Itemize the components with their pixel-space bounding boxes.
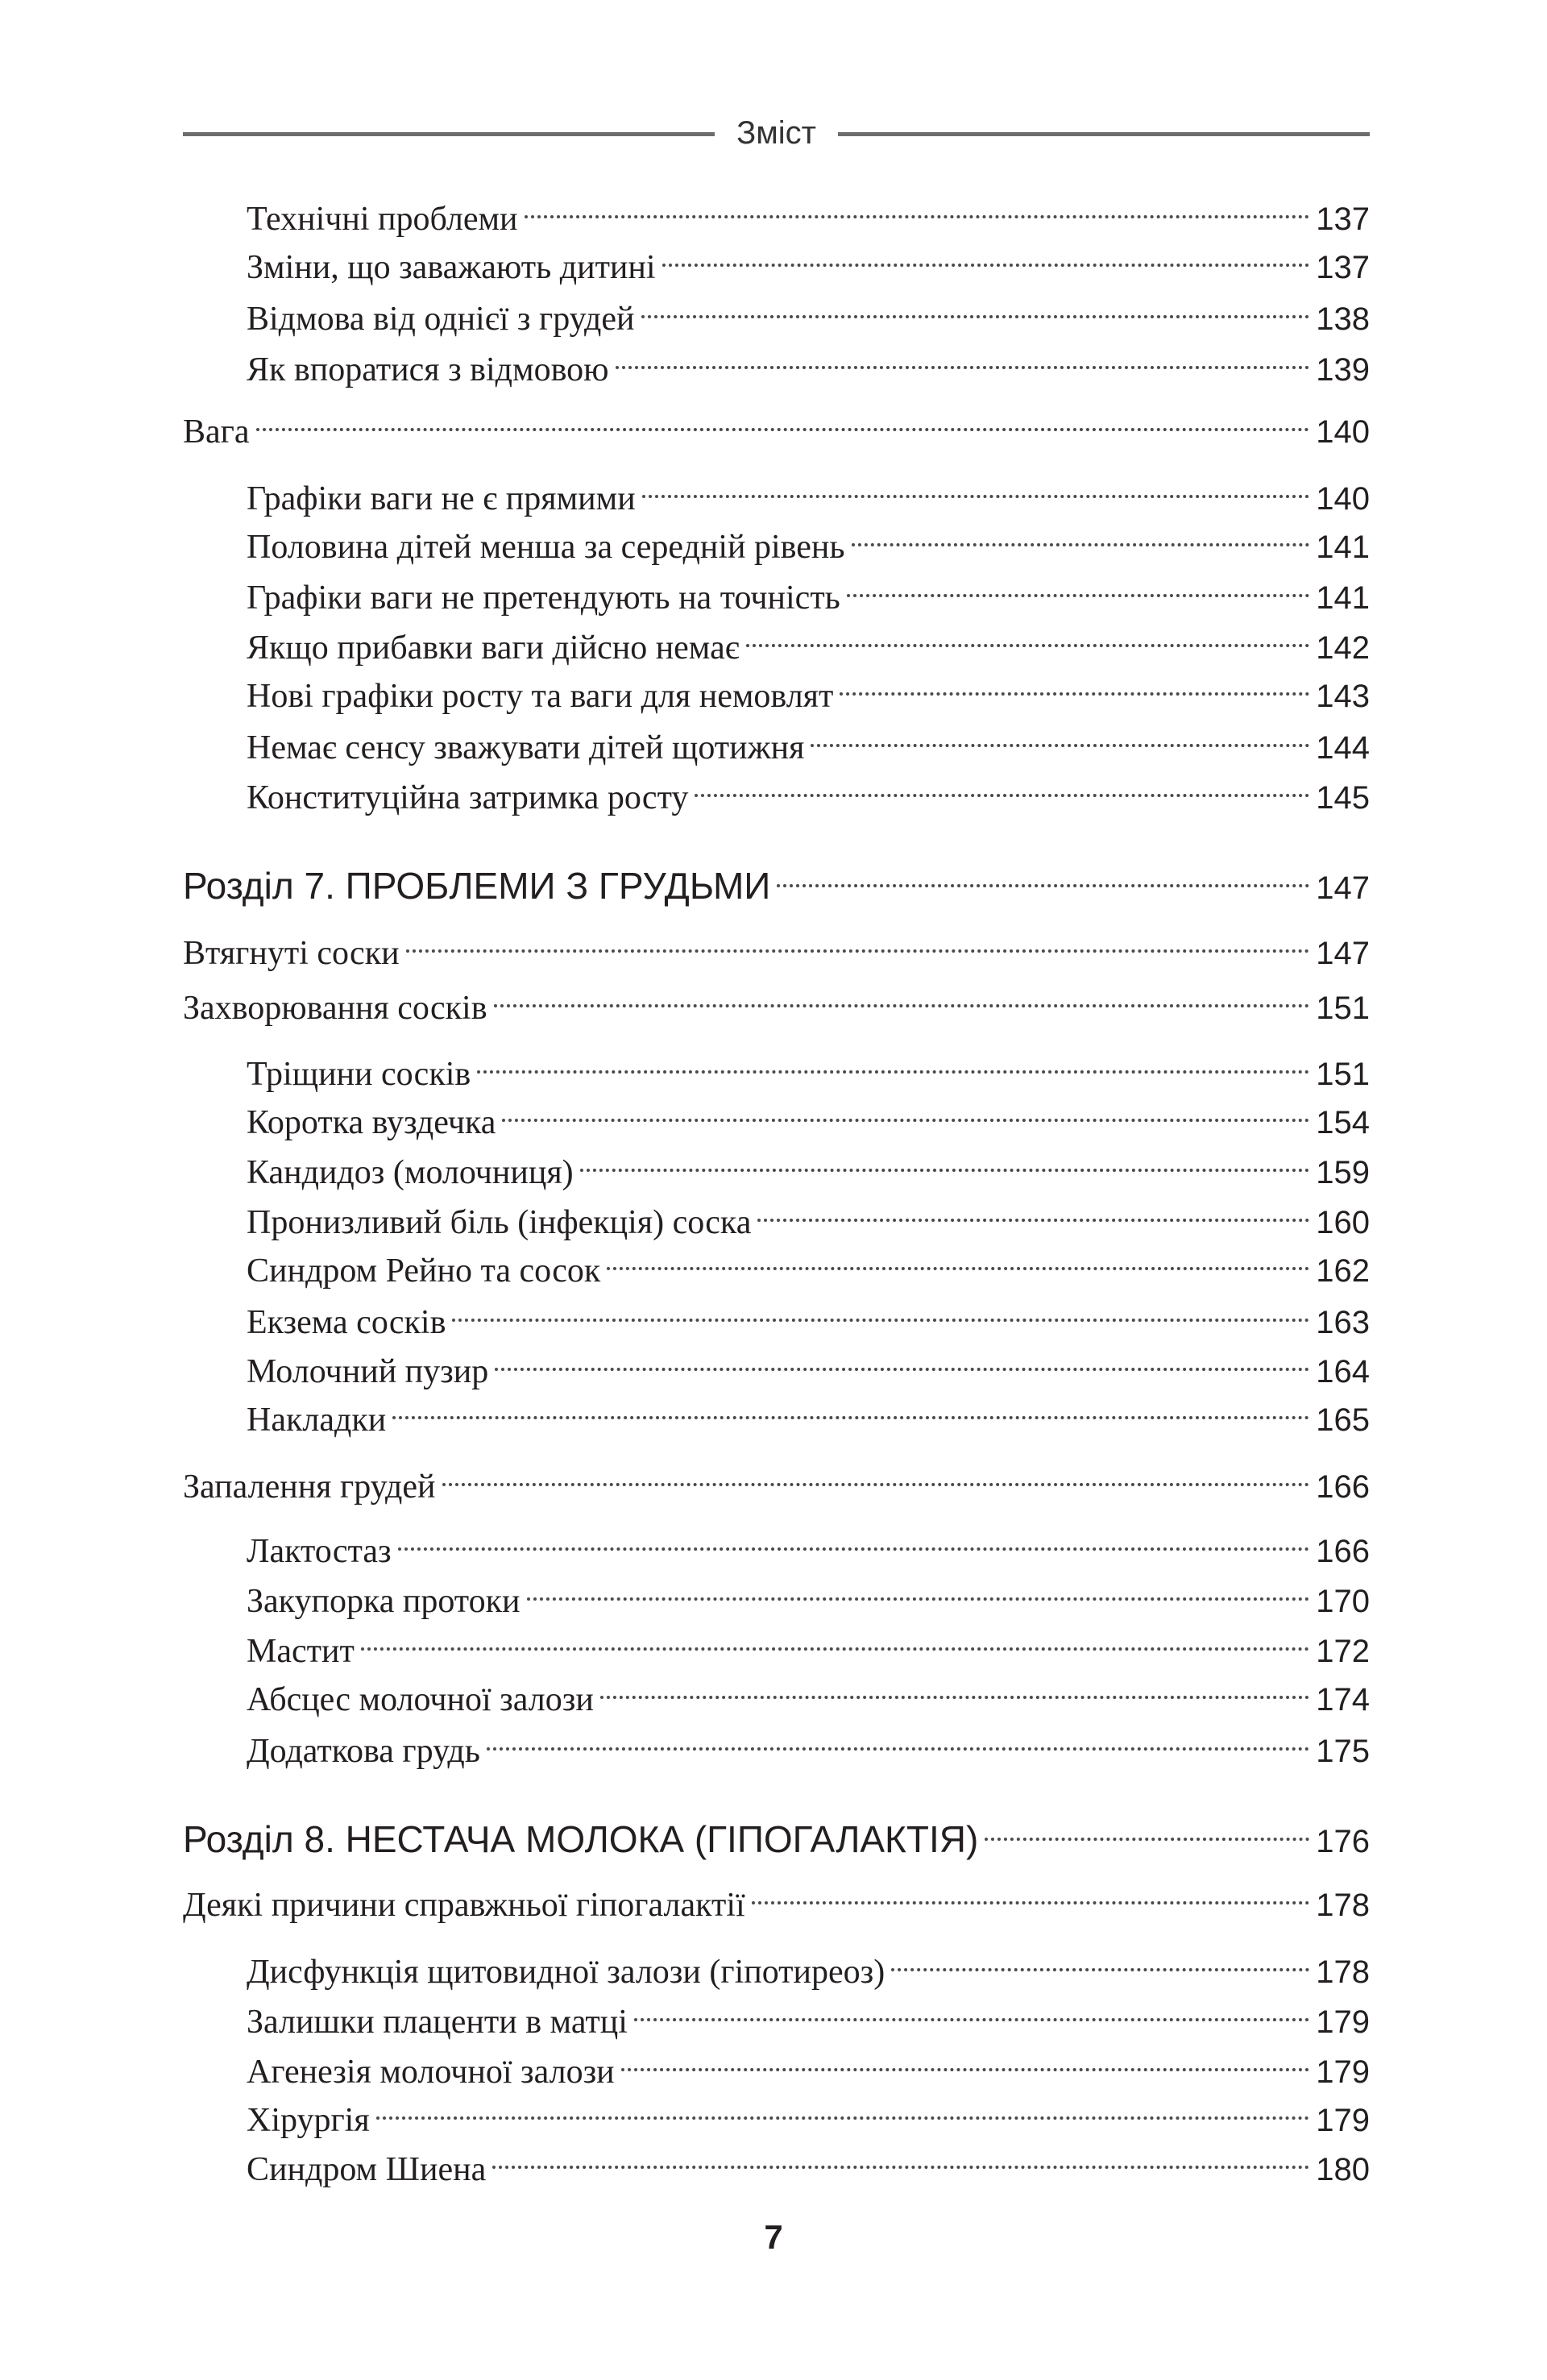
toc-entry-title: Графіки ваги не претендують на точність (247, 579, 840, 617)
toc-subsection-entry[interactable] (247, 713, 1370, 770)
dot-leader (502, 1088, 1309, 1133)
toc-entry-title: Залишки плаценти в матці (247, 2004, 628, 2041)
toc-entry-page: 166 (1316, 1534, 1370, 1569)
toc-entry-title: Дисфункція щитовидної залози (гіпотиреоз) (247, 1954, 885, 1991)
toc-subsection-entry[interactable] (247, 513, 1370, 570)
dot-leader (777, 854, 1309, 899)
dot-leader (985, 1807, 1309, 1852)
toc-section-entry[interactable] (183, 919, 1370, 976)
dot-leader (840, 662, 1309, 707)
toc-subsection-entry[interactable] (247, 335, 1370, 393)
toc-entry-page: 141 (1316, 580, 1370, 616)
toc-entry-page: 178 (1316, 1954, 1370, 1990)
toc-entry-title: Вага (183, 413, 250, 451)
toc-entry-page: 151 (1316, 1057, 1370, 1092)
dot-leader (392, 1385, 1309, 1431)
dot-leader (487, 1717, 1309, 1762)
toc-section-entry[interactable] (183, 1452, 1370, 1510)
dot-leader (662, 233, 1310, 278)
dot-leader (891, 1938, 1309, 1983)
page-number: 7 (764, 2218, 783, 2256)
toc-entry-title: Конституційна затримка росту (247, 779, 689, 816)
toc-entry-title: Якщо прибавки ваги дійсно немає (247, 629, 740, 667)
toc-entry-page: 144 (1316, 730, 1370, 766)
toc-entry-page: 147 (1316, 936, 1370, 971)
dot-leader (847, 563, 1309, 608)
toc-entry-page: 179 (1316, 2004, 1370, 2040)
toc-subsection-entry[interactable] (247, 285, 1370, 342)
dot-leader (607, 1236, 1309, 1281)
toc-entry-page: 159 (1316, 1155, 1370, 1190)
toc-entry-title: Немає сенсу зважувати дітей щотижня (247, 729, 805, 766)
dot-leader (477, 1040, 1309, 1085)
toc-entry-page: 163 (1316, 1305, 1370, 1340)
dot-leader (811, 713, 1309, 758)
toc-entry-title: Додаткова грудь (247, 1733, 480, 1770)
toc-entry-title: Запалення грудей (183, 1468, 436, 1506)
toc-entry-title: Коротка вуздечка (247, 1104, 496, 1141)
toc-entry-page: 162 (1316, 1253, 1370, 1289)
toc-entry-page: 178 (1316, 1888, 1370, 1923)
dot-leader (495, 1337, 1309, 1382)
dot-leader (406, 919, 1310, 964)
dot-leader (525, 185, 1310, 230)
toc-section-entry[interactable] (183, 1871, 1370, 1928)
toc-subsection-entry[interactable] (247, 1987, 1370, 2045)
toc-entry-page: 137 (1316, 201, 1370, 237)
toc-subsection-entry[interactable] (247, 662, 1370, 719)
toc-entry-page: 170 (1316, 1584, 1370, 1619)
toc-entry-title: Закупорка протоки (247, 1583, 521, 1620)
toc-chapter-entry[interactable] (183, 854, 1370, 911)
toc-subsection-entry[interactable] (247, 1938, 1370, 1995)
dot-leader (492, 2135, 1309, 2180)
dot-leader (361, 1617, 1309, 1662)
toc-entry-title: Синдром Шиена (247, 2151, 487, 2188)
toc-entry-page: 154 (1316, 1105, 1370, 1140)
running-header (183, 113, 1370, 153)
dot-leader (746, 613, 1309, 658)
toc-entry-page: 174 (1316, 1682, 1370, 1718)
toc-entry-title: Накладки (247, 1402, 387, 1439)
toc-section-entry[interactable] (183, 974, 1370, 1031)
toc-entry-page: 143 (1316, 679, 1370, 714)
toc-entry-title: Тріщини сосків (247, 1056, 471, 1093)
toc-entry-title: Нові графіки росту та ваги для немовлят (247, 678, 834, 715)
header-rule-right (838, 132, 1370, 136)
toc-subsection-entry[interactable] (247, 1665, 1370, 1722)
toc-entry-title: Деякі причини справжньої гіпогалактії (183, 1887, 745, 1924)
dot-leader (642, 464, 1310, 509)
toc-entry-title: Технічні проблеми (247, 201, 518, 238)
toc-entry-page: 175 (1316, 1734, 1370, 1769)
toc-subsection-entry[interactable] (247, 1717, 1370, 1774)
toc-entry-page: 180 (1316, 2152, 1370, 2187)
dot-leader (452, 1288, 1309, 1333)
toc-entry-title: Як впоратися з відмовою (247, 351, 609, 388)
toc-entry-title: Втягнуті соски (183, 935, 400, 972)
dot-leader (442, 1452, 1310, 1497)
toc-entry-title: Половина дітей менша за середній рівень (247, 529, 845, 566)
toc-entry-title: Пронизливий біль (інфекція) соска (247, 1204, 752, 1241)
toc-entry-page: 160 (1316, 1205, 1370, 1240)
toc-entry-page: 165 (1316, 1402, 1370, 1438)
toc-entry-title: Лактостаз (247, 1533, 392, 1570)
toc-subsection-entry[interactable] (247, 1088, 1370, 1145)
dot-leader (580, 1138, 1310, 1183)
toc-entry-title: Хірургія (247, 2102, 370, 2139)
dot-leader (634, 1987, 1309, 2033)
toc-entry-page: 139 (1316, 352, 1370, 388)
dot-leader (752, 1871, 1310, 1916)
toc-subsection-entry[interactable] (247, 233, 1370, 290)
toc-entry-page: 137 (1316, 250, 1370, 285)
toc-entry-page: 140 (1316, 481, 1370, 517)
toc-subsection-entry[interactable] (247, 1138, 1370, 1195)
toc-entry-page: 164 (1316, 1354, 1370, 1389)
toc-entry-title: Абсцес молочної залози (247, 1681, 594, 1718)
toc-entry-title: Зміни, що заважають дитині (247, 249, 656, 286)
dot-leader (376, 2086, 1310, 2131)
toc-entry-title: Відмова від однієї з грудей (247, 301, 635, 338)
toc-entry-page: 142 (1316, 630, 1370, 666)
dot-leader (616, 335, 1310, 380)
toc-subsection-entry[interactable] (247, 1385, 1370, 1443)
toc-subsection-entry[interactable] (247, 1236, 1370, 1294)
toc-entry-page: 179 (1316, 2054, 1370, 2090)
toc-entry-title: Розділ 8. НЕСТАЧА МОЛОКА (ГІПОГАЛАКТІЯ) (183, 1818, 979, 1860)
toc-entry-title: Розділ 7. ПРОБЛЕМИ З ГРУДЬМИ (183, 865, 771, 907)
toc-entry-title: Молочний пузир (247, 1353, 489, 1390)
dot-leader (494, 974, 1310, 1019)
toc-entry-page: 166 (1316, 1469, 1370, 1505)
dot-leader (398, 1517, 1310, 1562)
dot-leader (757, 1188, 1309, 1233)
toc-section-entry[interactable] (183, 397, 1370, 455)
dot-leader (695, 763, 1309, 808)
dot-leader (600, 1665, 1309, 1710)
toc-entry-page: 147 (1316, 870, 1370, 906)
toc-entry-page: 176 (1316, 1824, 1370, 1859)
toc-entry-page: 140 (1316, 414, 1370, 450)
dot-leader (621, 2037, 1310, 2083)
toc-entry-page: 141 (1316, 530, 1370, 565)
toc-subsection-entry[interactable] (247, 1517, 1370, 1574)
dot-leader (256, 397, 1310, 442)
toc-chapter-entry[interactable] (183, 1807, 1370, 1864)
toc-entry-title: Агенезія молочної залози (247, 2054, 615, 2091)
toc-subsection-entry[interactable] (247, 563, 1370, 621)
toc-entry-title: Синдром Рейно та сосок (247, 1252, 601, 1290)
toc-entry-title: Мастит (247, 1633, 355, 1670)
toc-subsection-entry[interactable] (247, 2135, 1370, 2192)
toc-entry-page: 179 (1316, 2103, 1370, 2138)
toc-entry-page: 138 (1316, 301, 1370, 337)
toc-entry-page: 151 (1316, 991, 1370, 1026)
dot-leader (852, 513, 1310, 558)
toc-entry-title: Графіки ваги не є прямими (247, 480, 636, 517)
toc-entry-title: Захворювання сосків (183, 990, 487, 1027)
running-header-title: Зміст (736, 115, 816, 151)
toc-entry-title: Кандидоз (молочниця) (247, 1154, 574, 1191)
toc-entry-title: Екзема сосків (247, 1304, 446, 1341)
dot-leader (527, 1567, 1310, 1612)
toc-entry-page: 145 (1316, 780, 1370, 816)
toc-subsection-entry[interactable] (247, 763, 1370, 820)
toc-entry-page: 172 (1316, 1634, 1370, 1669)
toc-subsection-entry[interactable] (247, 1567, 1370, 1624)
dot-leader (641, 285, 1310, 330)
